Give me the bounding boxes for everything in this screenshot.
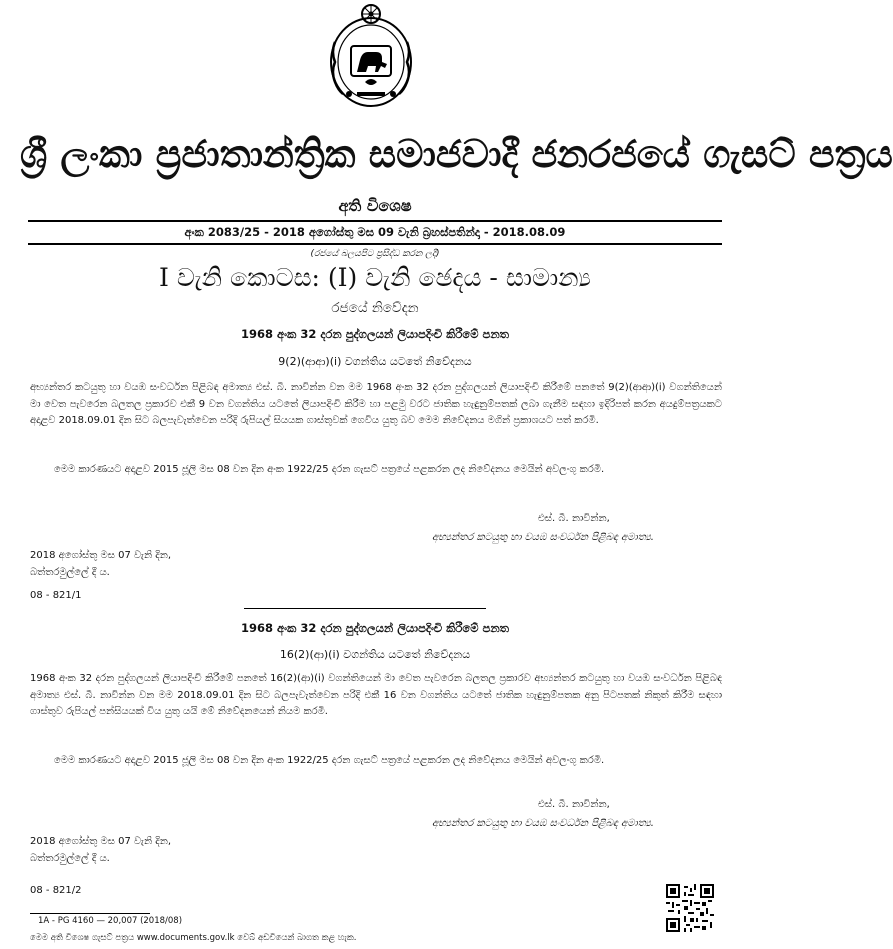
issue-line: අංක 2083/25 - 2018 අගෝස්තු මස 09 වැනි බ්‍රහස්පතින්දා - 2018.08.09 <box>184 225 566 239</box>
notice-date: 2018 අගෝස්තු මස 07 වැනි දින, <box>30 550 172 561</box>
act-title: 1968 අංක 32 දරන පුද්ගලයන් ලියාපදිංචි කිරීමේ පනත <box>240 327 509 341</box>
notice-paragraph: මෙම කාරණයට අදාළව 2015 ජූලි මස 08 වන දින අංක 1922/25 දරන ගැසට් පත්‍රයේ පළකරන ලද නිවේදනය මෙයින් අවලංගු කරමි. <box>54 755 605 766</box>
notice-paragraph: අභ්‍යන්තර කටයුතු හා වයඹ සංවර්ධන පිළිබඳ අමාත්‍ය එස්. බී. නාවින්න වන මම 1968 අංක 32 දරන පුද්ගලයන් ලියාපදිංචි කිරීමේ පනතේ 9(2)(ආආ)(i) වගන්තියෙන් මා වෙත පැවරෙන බලතල ප්‍රකාරව එකී 9 වන වගන්තිය යටතේ ලියාපදිංචි කිරීම හා පළමු වරට ජාතික හැඳුනුම්පතක් ලබා ගැනීම සඳහා ඉදිරිපත් කරන අයදුම්පත්‍රයකට අදාළව 2018.09.01 දින සිට බලපැවැත්වෙන පරිදි රුපියල් සියයක ගාස්තුවක් ගෙවිය යුතු බව මෙම නිවේදනය මගින් ප්‍රකාශයට පත් කරමි. <box>30 382 722 426</box>
part-heading: I වැනි කොටස: (I) වැනි ඡෙදය - සාමාන්‍ය <box>159 263 591 292</box>
gazette-masthead-title: ශ්‍රී ලංකා ප්‍රජාතාන්ත්‍රික සමාජවාදී ජනරජයේ ගැසට් පත්‍රය <box>20 131 893 176</box>
top-rule <box>28 220 722 222</box>
signatory-designation: අභ්‍යන්තර කටයුතු හා වයඹ සංවර්ධන පිළිබඳ අමාත්‍ය. <box>432 532 654 543</box>
notice-reference: 08 - 821/1 <box>30 590 82 601</box>
notice-reference: 08 - 821/2 <box>30 885 82 896</box>
extraordinary-label: අති විශෙෂ <box>338 196 412 215</box>
bottom-rule <box>28 243 722 245</box>
national-emblem-icon <box>325 2 417 110</box>
notice-paragraph: 1968 අංක 32 දරන පුද්ගලයන් ලියාපදිංචි කිරීමේ පනතේ 16(2)(ආ)(i) වගන්තියෙන් මා වෙත පැවරෙන බලතල ප්‍රකාරව අභ්‍යන්තර කටයුතු හා වයඹ සංවර්ධන පිළිබඳ අමාත්‍ය එස්. බී. නාවින්න වන මම 2018.09.01 දින සිට බලපැවැත්වෙන පරිදි එකී 16 වන වගන්තිය යටතේ ජාතික හැඳුනුම්පතක අනු පිටපතක් නිකුත් කිරීම සඳහා ගාස්තුව රුපියල් පන්සියයක් විය යුතු යයි මේ නිවේදනයෙන් නියම කරමි. <box>30 673 722 717</box>
notice-place: බත්තරමුල්ලේ දී ය. <box>30 567 110 578</box>
qr-code-icon <box>666 884 714 932</box>
authority-line: (රජයේ බලයපිට ප්‍රසිද්ධ කරන ලදී) <box>310 249 440 259</box>
section-heading: රජයේ නිවේදන <box>331 300 419 316</box>
act-title: 1968 අංක 32 දරන පුද්ගලයන් ලියාපදිංචි කිරීමේ පනත <box>240 621 509 635</box>
notice-date: 2018 අගෝස්තු මස 07 වැනි දින, <box>30 836 172 847</box>
website-note: මෙම අති විශෙෂ ගැසට් පත්‍රය www.documents.gov.lk වෙබ් අඩවියෙන් බාගත කළ හැක. <box>30 933 357 943</box>
notice-paragraph: මෙම කාරණයට අදාළව 2015 ජූලි මස 08 වන දින අංක 1922/25 දරන ගැසට් පත්‍රයේ පළකරන ලද නිවේදනය මෙයින් අවලංගු කරමි. <box>54 464 605 475</box>
notice-place: බත්තරමුල්ලේ දී ය. <box>30 853 110 864</box>
signatory-name: එස්. බී. නාවින්න, <box>538 513 610 524</box>
signatory-designation: අභ්‍යන්තර කටයුතු හා වයඹ සංවර්ධන පිළිබඳ අමාත්‍ය. <box>432 818 654 829</box>
footer-rule <box>30 913 150 914</box>
print-code: 1A - PG 4160 — 20,007 (2018/08) <box>38 916 183 926</box>
notice-separator <box>244 608 486 609</box>
section-title: 16(2)(ආ)(i) වගන්තිය යටතේ නිවේදනය <box>279 648 471 661</box>
signatory-name: එස්. බී. නාවින්න, <box>538 799 610 810</box>
section-title: 9(2)(ආආ)(i) වගන්තිය යටතේ නිවේදනය <box>278 355 472 368</box>
